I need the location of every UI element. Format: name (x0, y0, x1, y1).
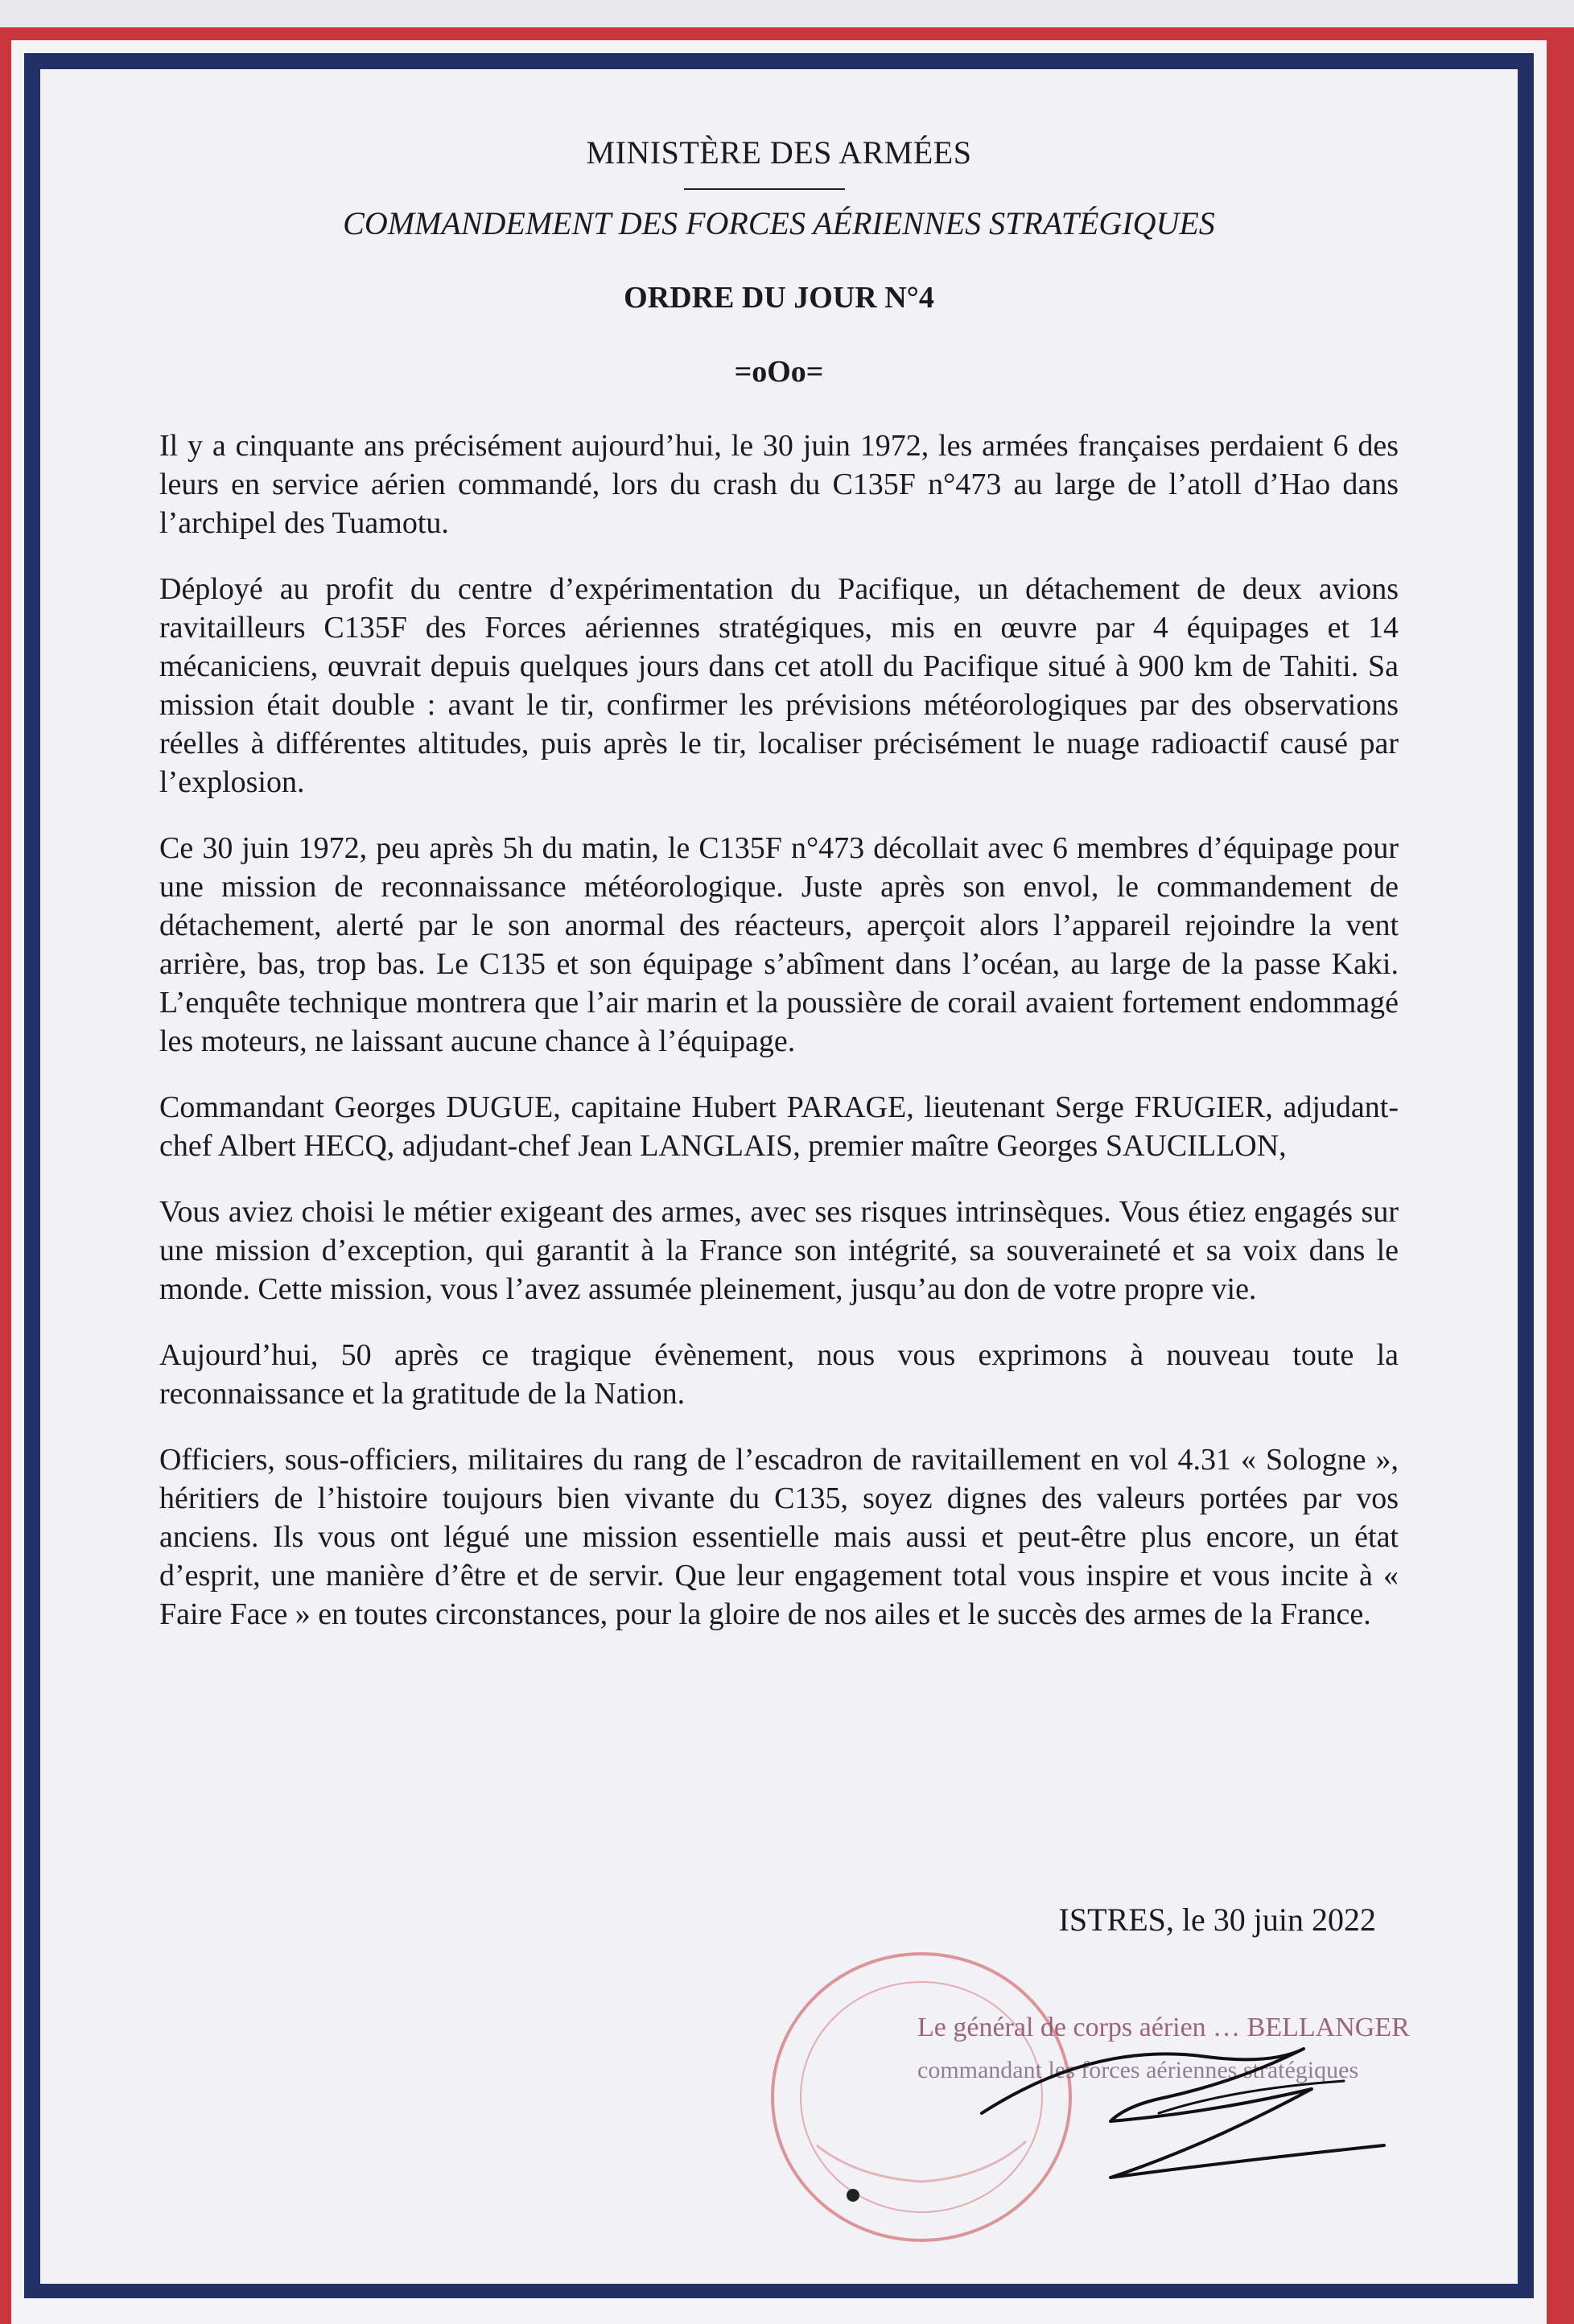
command-heading: COMMANDEMENT DES FORCES AÉRIENNES STRATÉGIQUES (343, 205, 1215, 241)
order-title: ORDRE DU JOUR N°4 (624, 281, 934, 315)
paragraph: Déployé au profit du centre d’expérimentation du Pacifique, un détachement de deux avions ravitailleurs C135F des Forces aériennes stratégiques, mis en œuvre par 4 équipages et 14 mécaniciens, œuvrait depuis quelques jours dans cet atoll du Pacifique situé à 900 km de Tahiti. Sa mission était double : avant le tir, confirmer les prévisions météorologiques par des observations réelles à différentes altitudes, puis après le tir, localiser précisément le nuage radioactif causé par l’explosion. (159, 572, 1399, 799)
handwritten-signature (966, 1992, 1416, 2186)
paragraph: Il y a cinquante ans précisément aujourd’hui, le 30 juin 1972, les armées françaises perdaient 6 des leurs en service aérien commandé, lors du crash du C135F n°473 au large de l’atoll d’Hao dans l’archipel des Tuamotu. (159, 429, 1399, 540)
paragraph: Aujourd’hui, 50 après ce tragique évènement, nous vous exprimons à nouveau toute la reconnaissance et la gratitude de la Nation. (159, 1338, 1399, 1411)
signatory-role: commandant les forces aériennes stratégiques (917, 2057, 1359, 2083)
paragraph: Commandant Georges DUGUE, capitaine Hubert PARAGE, lieutenant Serge FRUGIER, adjudant-chef Albert HECQ, adjudant-chef Jean LANGLAIS, premier maître Georges SAUCILLON, (159, 1090, 1399, 1163)
paragraph: Officiers, sous-officiers, militaires du rang de l’escadron de ravitaillement en vol 4.31 « Sologne », héritiers de l’histoire toujours bien vivante du C135, soyez dignes des valeurs portées par vos anciens. Ils vous ont légué une mission essentielle mais aussi et peut-être plus encore, un état d’esprit, une manière d’être et de servir. Que leur engagement total vous inspire et vous incite à « Faire Face » en toutes circonstances, pour la gloire de nos ailes et le succès des armes de la France. (159, 1443, 1399, 1631)
document-body (159, 426, 1399, 1661)
paragraph: Vous aviez choisi le métier exigeant des armes, avec ses risques intrinsèques. Vous étiez engagés sur une mission d’exception, qui garantit à la France son intégrité, sa souveraineté et sa voix dans le monde. Cette mission, vous l’avez assumée pleinement, jusqu’au don de votre propre vie. (159, 1195, 1399, 1306)
place-date: ISTRES, le 30 juin 2022 (1058, 1902, 1376, 1938)
ornament: =oOo= (734, 355, 824, 389)
ministry-heading: MINISTÈRE DES ARMÉES (586, 134, 972, 171)
signatory-title: Le général de corps aérien … BELLANGER (917, 2013, 1410, 2042)
document-page (40, 69, 1518, 2284)
heading-divider (684, 188, 845, 190)
paragraph: Ce 30 juin 1972, peu après 5h du matin, le C135F n°473 décollait avec 6 membres d’équipage pour une mission de reconnaissance météorologique. Juste après son envol, le commandement de détachement, alerté par le son anormal des réacteurs, aperçoit alors l’appareil rejoindre la vent arrière, bas, trop bas. Le C135 et son équipage s’abîment dans l’océan, au large de la passe Kaki. L’enquête technique montrera que l’air marin et la poussière de corail avaient fortement endommagé les moteurs, ne laissant aucune chance à l’équipage. (159, 831, 1399, 1058)
